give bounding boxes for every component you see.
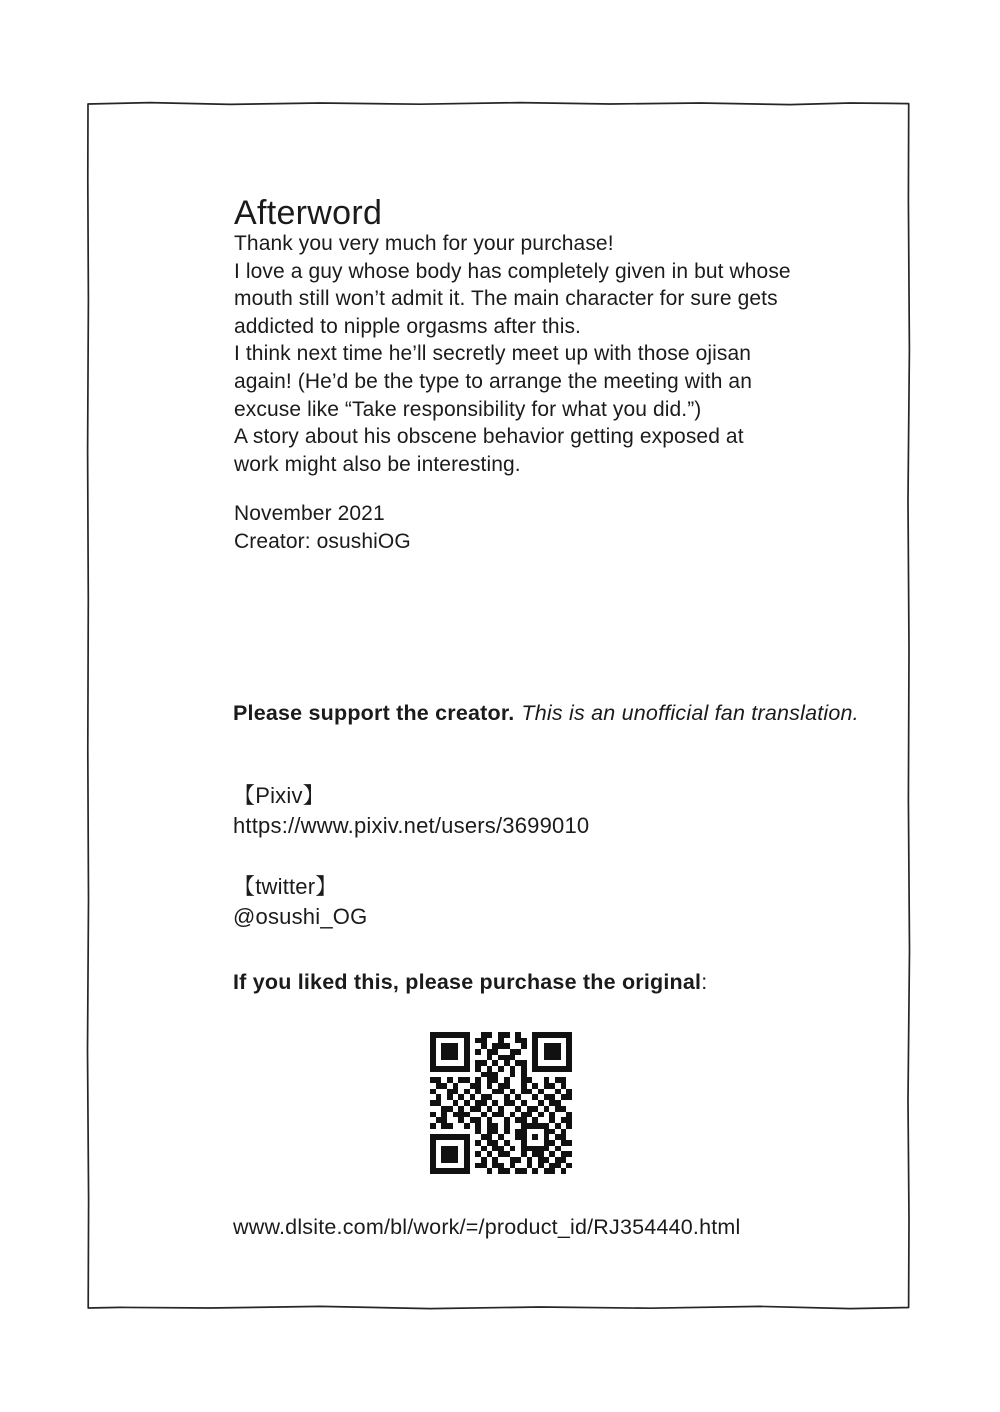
purchase-prompt [233, 968, 707, 996]
product-url: www.dlsite.com/bl/work/=/product_id/RJ354440.html [233, 1215, 741, 1239]
afterword-title: Afterword [234, 194, 383, 232]
afterword-text-line: Thank you very much for your purchase! [234, 232, 614, 255]
pixiv-url: https://www.pixiv.net/users/3699010 [233, 813, 590, 838]
colophon [234, 500, 411, 556]
support-notice-bold: Please support the creator. [233, 701, 515, 725]
publication-date: November 2021 [234, 502, 385, 525]
afterword-text-line: work might also be interesting. [234, 452, 521, 476]
afterword-text-line: A story about his obscene behavior getting exposed at [234, 425, 744, 449]
afterword-text-line: mouth still won’t admit it. The main character for sure gets [234, 287, 778, 311]
purchase-prompt-colon: : [701, 970, 708, 994]
creator-credit: Creator: osushiOG [234, 530, 411, 553]
pixiv-label: 【Pixiv】 [233, 783, 325, 808]
afterword-text-line: addicted to nipple orgasms after this. [234, 314, 581, 338]
support-notice [233, 699, 859, 727]
support-notice-italic: This is an unofficial fan translation. [521, 701, 859, 725]
twitter-block [233, 872, 367, 932]
afterword-text-line: I think next time he’ll secretly meet up with those ojisan [234, 342, 752, 366]
purchase-prompt-bold: If you liked this, please purchase the original [233, 970, 702, 994]
qr-code [430, 1032, 572, 1174]
afterword-text-line: excuse like “Take responsibility for what you did.”) [234, 397, 702, 421]
twitter-label: 【twitter】 [233, 874, 338, 899]
afterword-text-line: again! (He’d be the type to arrange the meeting with an [234, 369, 752, 393]
afterword-body [234, 230, 864, 478]
afterword-text-line: I love a guy whose body has completely given in but whose [234, 259, 791, 283]
twitter-handle: @osushi_OG [233, 904, 368, 929]
pixiv-block [233, 781, 589, 841]
